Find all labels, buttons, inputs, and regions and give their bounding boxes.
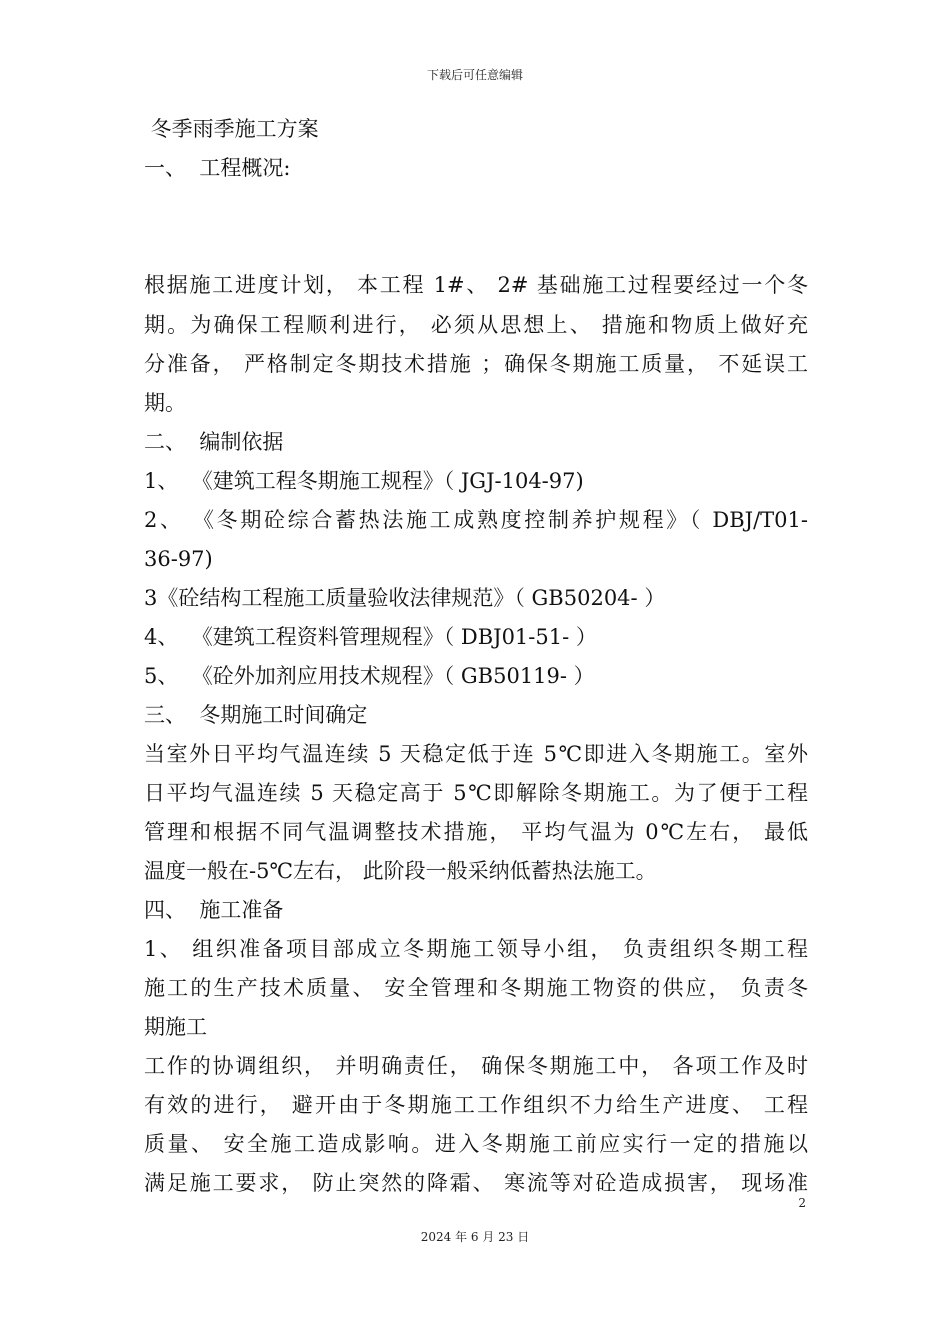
text-line: 根据施工进度计划， 本工程 1#、 2# 基础施工过程要经过一个冬: [144, 273, 808, 297]
text-line: 期。: [144, 391, 186, 415]
page-header: 下载后可任意编辑: [426, 68, 523, 82]
text-line: 2、 《冬期砼综合蓄热法施工成熟度控制养护规程》（ DBJ/T01-: [144, 508, 808, 532]
text-line: 有效的进行， 避开由于冬期施工工作组织不力给生产进度、 工程: [144, 1093, 808, 1117]
text-line: 质量、 安全施工造成影响。进入冬期施工前应实行一定的措施以: [144, 1132, 808, 1156]
page-number: 2: [798, 1196, 806, 1210]
text-line: 期。为确保工程顺利进行， 必须从思想上、 措施和物质上做好充: [144, 313, 808, 337]
text-line: 期施工: [144, 1015, 207, 1039]
text-line: 温度一般在-5℃左右， 此阶段一般采纳低蓄热法施工。: [144, 859, 657, 883]
text-line: 冬季雨季施工方案: [144, 117, 319, 141]
text-line: 36-97): [144, 547, 213, 571]
text-line: 工作的协调组织， 并明确责任， 确保冬期施工中， 各项工作及时: [144, 1054, 808, 1078]
text-line: 满足施工要求， 防止突然的降霜、 寒流等对砼造成损害， 现场准: [144, 1171, 808, 1195]
text-line: 1、 组织准备项目部成立冬期施工领导小组， 负责组织冬期工程: [144, 937, 808, 961]
text-line: 一、 工程概况:: [144, 156, 291, 180]
text-line: 四、 施工准备: [144, 898, 284, 922]
text-line: 3《砼结构工程施工质量验收法律规范》（ GB50204- ）: [144, 586, 666, 610]
text-line: 管理和根据不同气温调整技术措施， 平均气温为 0℃左右， 最低: [144, 820, 808, 844]
text-line: 二、 编制依据: [144, 430, 284, 454]
text-line: 日平均气温连续 5 天稳定高于 5℃即解除冬期施工。为了便于工程: [144, 781, 808, 805]
text-line: 5、 《砼外加剂应用技术规程》（ GB50119- ）: [144, 664, 595, 688]
text-line: 分准备， 严格制定冬期技术措施 ；确保冬期施工质量， 不延误工: [144, 352, 808, 376]
text-line: 4、 《建筑工程资料管理规程》（ DBJ01-51- ）: [144, 625, 597, 649]
text-line: 三、 冬期施工时间确定: [144, 703, 368, 727]
text-line: 当室外日平均气温连续 5 天稳定低于连 5℃即进入冬期施工。室外: [144, 742, 808, 766]
text-line: 施工的生产技术质量、 安全管理和冬期施工物资的供应， 负责冬: [144, 976, 808, 1000]
text-line: 1、 《建筑工程冬期施工规程》（ JGJ-104-97): [144, 469, 584, 493]
footer-date: 2024 年 6 月 23 日: [420, 1230, 530, 1244]
